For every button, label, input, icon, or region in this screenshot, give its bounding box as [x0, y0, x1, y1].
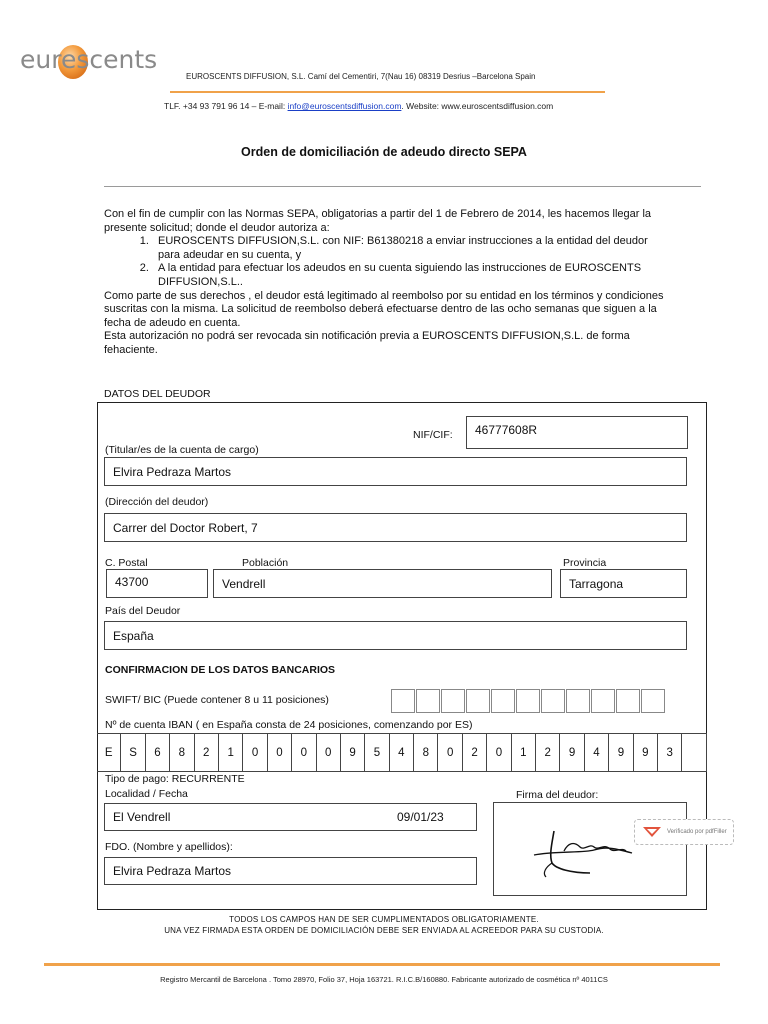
fdo-label: FDO. (Nombre y apellidos):	[105, 841, 233, 853]
swift-cell[interactable]	[541, 689, 565, 713]
swift-cell[interactable]	[441, 689, 465, 713]
email-link[interactable]: info@euroscentsdiffusion.com	[287, 101, 402, 111]
company-address: EUROSCENTS DIFFUSION, S.L. Camí del Cementiri, 7(Nau 16) 08319 Desrius –Barcelona Spain	[186, 72, 536, 81]
company-logo	[18, 38, 163, 90]
iban-label: Nº de cuenta IBAN ( en España consta de 24 posiciones, comenzando por ES)	[105, 719, 473, 731]
localidad-field[interactable]	[104, 803, 477, 831]
website-text: . Website: www.euroscentsdiffusion.com	[401, 101, 554, 111]
iban-cell[interactable]: 8	[414, 734, 438, 772]
iban-cell[interactable]: 9	[341, 734, 365, 772]
badge-text: Verificado por pdfFiller	[667, 829, 727, 835]
iban-cell[interactable]: 4	[585, 734, 609, 772]
signature-box[interactable]	[493, 802, 687, 896]
footer-line: TODOS LOS CAMPOS HAN DE SER CUMPLIMENTADOS OBLIGATORIAMENTE.	[229, 915, 539, 924]
iban-cell[interactable]: 9	[560, 734, 584, 772]
titular-label: (Titular/es de la cuenta de cargo)	[105, 444, 259, 456]
verified-badge[interactable]	[634, 819, 734, 845]
fdo-field[interactable]: Elvira Pedraza Martos	[104, 857, 477, 885]
payment-type: Tipo de pago: RECURRENTE	[105, 773, 245, 785]
signature-drawing	[494, 803, 686, 895]
registry-text: Registro Mercantil de Barcelona . Tomo 28970, Folio 37, Hoja 163721. R.I.C.B/160880. Fabricante autorizado de cosmética nº 4011CS	[160, 975, 608, 984]
nif-label: NIF/CIF:	[413, 429, 453, 441]
section-label: DATOS DEL DEUDOR	[104, 388, 211, 400]
titular-field[interactable]: Elvira Pedraza Martos	[104, 457, 687, 486]
iban-cell[interactable]: 0	[268, 734, 292, 772]
list-item: 1. EUROSCENTS DIFFUSION,S.L. con NIF: B61380218 a enviar instrucciones a la entidad del deudor para adeudar en su cuenta, y	[152, 235, 664, 262]
revocation-paragraph: Esta autorización no podrá ser revocada sin notificación previa a EUROSCENTS DIFFUSION,S.L. de forma fehaciente.	[104, 330, 630, 356]
fecha-value: 09/01/23	[397, 810, 444, 824]
iban-cell[interactable]: 3	[658, 734, 682, 772]
footer-line: UNA VEZ FIRMADA ESTA ORDEN DE DOMICILIACIÓN DEBE SER ENVIADA AL ACREEDOR PARA SU CUSTODIA.	[164, 926, 604, 935]
swift-cell[interactable]	[516, 689, 540, 713]
cp-field[interactable]: 43700	[106, 569, 208, 598]
header-divider	[170, 91, 605, 93]
footer-divider	[44, 963, 720, 966]
direccion-label: (Dirección del deudor)	[105, 496, 209, 508]
iban-cell[interactable]: 1	[219, 734, 243, 772]
iban-cell[interactable]: 5	[365, 734, 389, 772]
iban-cell[interactable]: S	[121, 734, 145, 772]
swift-cell[interactable]	[466, 689, 490, 713]
direccion-field[interactable]: Carrer del Doctor Robert, 7	[104, 513, 687, 542]
bank-heading: CONFIRMACION DE LOS DATOS BANCARIOS	[105, 664, 336, 676]
iban-cell[interactable]: 9	[609, 734, 633, 772]
swift-input[interactable]	[391, 689, 666, 713]
provincia-field[interactable]: Tarragona	[560, 569, 687, 598]
iban-cell[interactable]: 0	[438, 734, 462, 772]
swift-cell[interactable]	[566, 689, 590, 713]
iban-cell[interactable]: 8	[170, 734, 194, 772]
iban-cell[interactable]: 9	[634, 734, 658, 772]
iban-cell[interactable]: 2	[195, 734, 219, 772]
swift-cell[interactable]	[491, 689, 515, 713]
iban-cell[interactable]: 0	[317, 734, 341, 772]
swift-cell[interactable]	[416, 689, 440, 713]
page-title: Orden de domiciliación de adeudo directo SEPA	[241, 145, 527, 159]
intro-text	[104, 208, 664, 358]
footer-notice	[0, 914, 768, 936]
pdffiller-logo-icon	[641, 825, 663, 839]
localidad-value: El Vendrell	[113, 810, 171, 824]
cp-label: C. Postal	[105, 557, 148, 569]
swift-cell[interactable]	[391, 689, 415, 713]
authorization-list	[104, 235, 664, 289]
pais-field[interactable]: España	[104, 621, 687, 650]
iban-cell[interactable]: 0	[487, 734, 511, 772]
nif-field[interactable]: 46777608R	[466, 416, 688, 449]
poblacion-label: Población	[242, 557, 289, 569]
swift-cell[interactable]	[641, 689, 665, 713]
iban-cell[interactable]: 6	[146, 734, 170, 772]
localidad-label: Localidad / Fecha	[105, 788, 188, 800]
iban-cell[interactable]: 0	[292, 734, 316, 772]
iban-input[interactable]	[97, 733, 707, 772]
provincia-label: Provincia	[563, 557, 607, 569]
logo-text: eurescents	[20, 45, 158, 74]
poblacion-field[interactable]: Vendrell	[213, 569, 552, 598]
iban-cell[interactable]: 0	[243, 734, 267, 772]
phone-text: TLF. +34 93 791 96 14 – E-mail:	[164, 101, 288, 111]
swift-cell[interactable]	[616, 689, 640, 713]
iban-cell[interactable]: 1	[512, 734, 536, 772]
swift-cell[interactable]	[591, 689, 615, 713]
iban-cell[interactable]: 2	[536, 734, 560, 772]
iban-cell[interactable]	[682, 734, 706, 772]
contact-line	[164, 101, 553, 111]
swift-label: SWIFT/ BIC (Puede contener 8 u 11 posiciones)	[105, 694, 329, 706]
intro-paragraph: Con el fin de cumplir con las Normas SEPA, obligatorias a partir del 1 de Febrero de 2014, les hacemos llegar la presente solicitud; donde el deudor autoriza a:	[104, 208, 652, 234]
firma-label: Firma del deudor:	[516, 789, 599, 801]
title-divider	[104, 186, 701, 187]
iban-cell[interactable]: 2	[463, 734, 487, 772]
iban-cell[interactable]: E	[97, 734, 121, 772]
pais-label: País del Deudor	[105, 605, 181, 617]
list-item: 2. A la entidad para efectuar los adeudos en su cuenta siguiendo las instrucciones de EUROSCENTS DIFFUSION,S.L..	[152, 262, 664, 289]
rights-paragraph: Como parte de sus derechos , el deudor está legitimado al reembolso por su entidad en los términos y condiciones suscritas con la misma. La solicitud de reembolso deberá efectuarse dentro de las ocho semanas que siguen a la fecha de adeudo en cuenta.	[104, 289, 664, 329]
iban-cell[interactable]: 4	[390, 734, 414, 772]
